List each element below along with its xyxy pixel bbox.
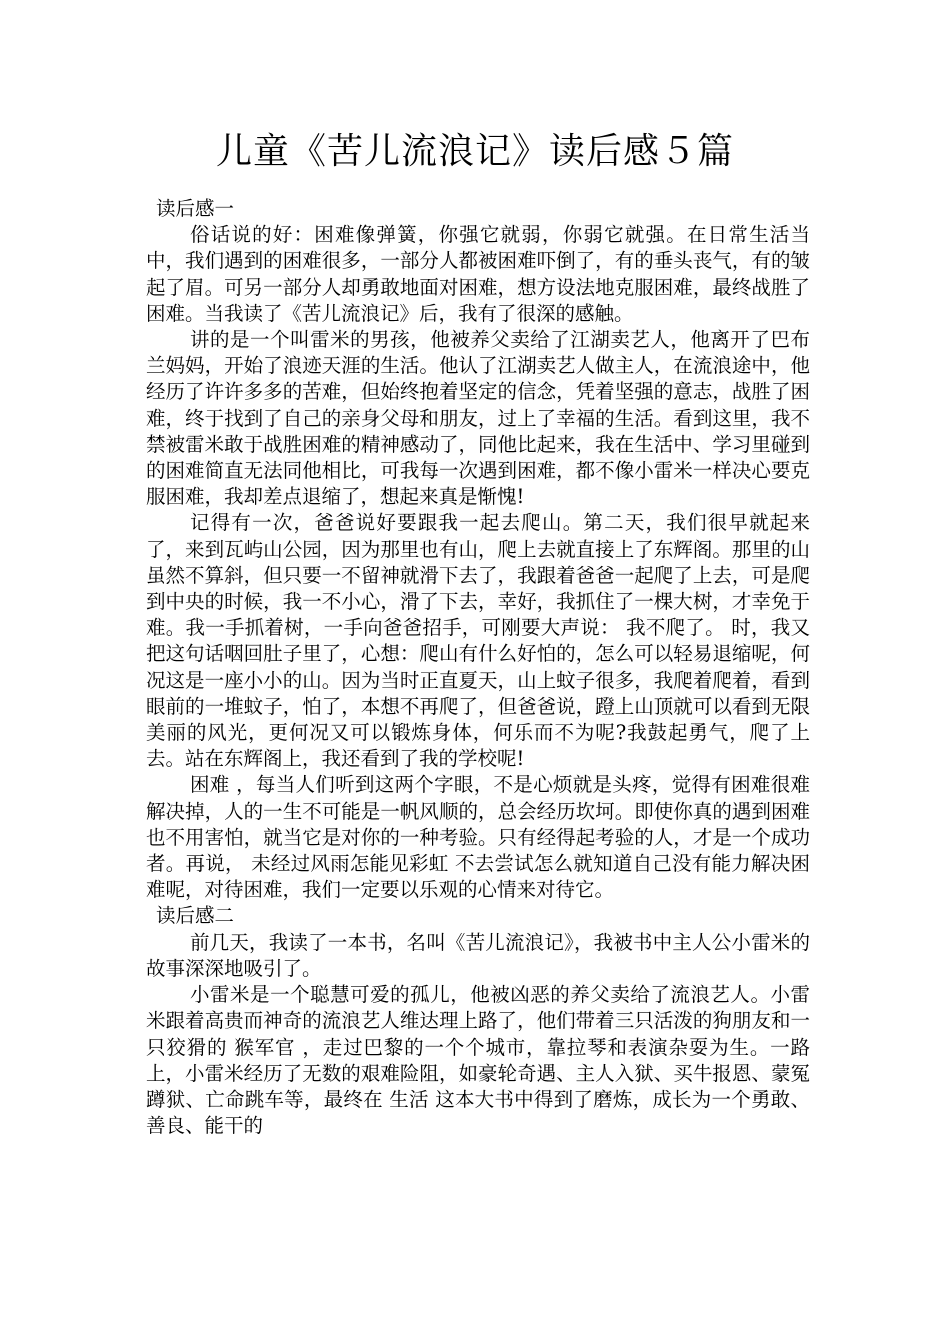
paragraph: 前几天，我读了一本书，名叫《苦儿流浪记》，我被书中主人公小雷米的故事深深地吸引了。 [146,930,810,980]
paragraph: 讲的是一个叫雷米的男孩，他被养父卖给了江湖卖艺人，他离开了巴布兰妈妈，开始了浪迹天涯的生活。他认了江湖卖艺人做主人，在流浪途中，他经历了许许多多的苦难，但始终抱着坚定的信念，凭着坚强的意志，战胜了困难，终于找到了自己的亲身父母和朋友，过上了幸福的生活。看到这里，我不禁被雷米敢于战胜困难的精神感动了，同他比起来，我在生活中、学习里碰到的困难简直无法同他相比，可我每一次遇到困难，都不像小雷米一样决心要克服困难，我却差点退缩了，想起来真是惭愧! [146,328,810,509]
section-heading: 读后感一 [156,197,235,220]
paragraph: 小雷米是一个聪慧可爱的孤儿，他被凶恶的养父卖给了流浪艺人。小雷米跟着高贵而神奇的流浪艺人维达理上路了，他们带着三只活泼的狗朋友和一只狡猾的 猴军官 ，走过巴黎的一个个城市，靠拉琴和表演杂耍为生。一路上，小雷米经历了无数的艰难险阻，如豪轮奇遇、主人入狱、买牛报恩、蒙冤蹲狱、亡命跳车等，最终在 生活 这本大书中得到了磨炼，成长为一个勇敢、善良、能干的 [146,983,810,1138]
document-body [146,196,810,1139]
section-heading: 读后感二 [156,904,235,928]
document-title: 儿童《苦儿流浪记》读后感５篇 [215,131,734,172]
paragraph: 俗话说的好：困难像弹簧，你强它就弱，你弱它就强。在日常生活当中，我们遇到的困难很多，一部分人都被困难吓倒了，有的垂头丧气，有的皱起了眉。可另一部分人却勇敢地面对困难，想方设法地克服困难，最终战胜了困难。当我读了《苦儿流浪记》后，我有了很深的感触。 [146,223,810,325]
paragraph: 记得有一次，爸爸说好要跟我一起去爬山。第二天，我们很早就起来了，来到瓦屿山公园，因为那里也有山，爬上去就直接上了东辉阁。那里的山虽然不算斜，但只要一不留神就滑下去了，我跟着爸爸一起爬了上去，可是爬到中央的时候，我一不小心，滑了下去，幸好，我抓住了一棵大树，才幸免于难。我一手抓着树，一手向爸爸招手，可刚要大声说： 我不爬了。 时，我又把这句话咽回肚子里了，心想：爬山有什么好怕的，怎么可以轻易退缩呢，何况这是一座小小的山。因为当时正直夏天，山上蚊子很多，我爬着爬着，看到眼前的一堆蚊子，怕了，本想不再爬了，但爸爸说，蹬上山顶就可以看到无限美丽的风光，更何况又可以锻炼身体，何乐而不为呢?我鼓起勇气，爬了上去。站在东辉阁上，我还看到了我的学校呢! [146,511,810,771]
paragraph: 困难 ，每当人们听到这两个字眼，不是心烦就是头疼，觉得有困难很难解决掉，人的一生不可能是一帆风顺的，总会经历坎坷。即使你真的遇到困难也不用害怕，就当它是对你的一种考验。只有经得起考验的人，才是一个成功者。再说， 未经过风雨怎能见彩虹 不去尝试怎么就知道自己没有能力解决困难呢，对待困难，我们一定要以乐观的心情来对待它。 [146,773,810,902]
